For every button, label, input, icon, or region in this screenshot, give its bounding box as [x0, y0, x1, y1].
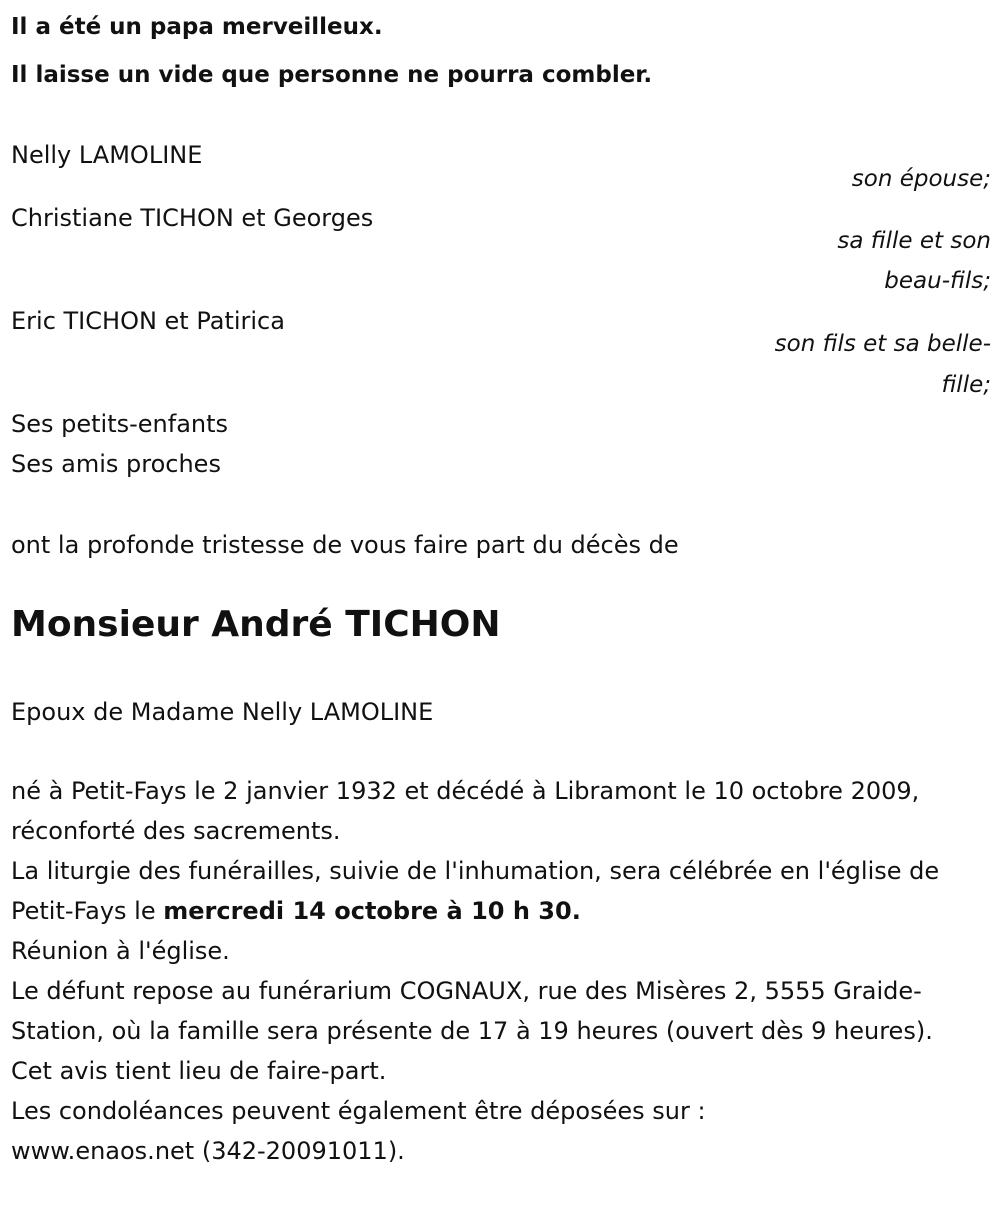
- family-member-name: Nelly LAMOLINE: [11, 141, 203, 169]
- grandchildren-line: Ses petits-enfants: [11, 410, 229, 438]
- announcement-line: ont la profonde tristesse de vous faire part du décès de: [11, 531, 679, 559]
- family-member-role: fille;: [941, 372, 991, 398]
- family-member-role: beau-fils;: [884, 268, 991, 294]
- family-member-name: Christiane TICHON et Georges: [11, 204, 374, 232]
- meeting-text: Réunion à l'église.: [11, 937, 230, 965]
- liturgy-date: mercredi 14 octobre à 10 h 30.: [163, 897, 581, 925]
- notice-text: Cet avis tient lieu de faire-part.: [11, 1057, 387, 1085]
- spouse-line: Epoux de Madame Nelly LAMOLINE: [11, 698, 434, 726]
- family-member-role: son épouse;: [851, 166, 991, 192]
- family-member-name: Eric TICHON et Patirica: [11, 307, 285, 335]
- intro-line-2: Il laisse un vide que personne ne pourra combler.: [11, 62, 653, 88]
- funeral-home-text: Le défunt repose au funérarium COGNAUX, rue des Misères 2, 5555 Graide-Station, où la famille sera présente de 17 à 19 heures (ouvert dès 9 heures).: [11, 977, 933, 1045]
- liturgy-prefix: La liturgie des funérailles, suivie de l'inhumation, sera célébrée en l'église de Petit-Fays le: [11, 857, 940, 925]
- family-member-role: sa fille et son: [837, 228, 991, 254]
- birth-death-text: né à Petit-Fays le 2 janvier 1932 et décédé à Libramont le 10 octobre 2009, réconforté des sacrements.: [11, 777, 920, 845]
- intro-line-1: Il a été un papa merveilleux.: [11, 14, 383, 40]
- liturgy-text: [11, 851, 996, 931]
- condolences-site: www.enaos.net (342-20091011).: [11, 1137, 405, 1165]
- family-member-role: son fils et sa belle-: [774, 331, 991, 357]
- condolences-intro: Les condoléances peuvent également être déposées sur :: [11, 1097, 706, 1125]
- friends-line: Ses amis proches: [11, 450, 221, 478]
- deceased-name: Monsieur André TICHON: [11, 604, 501, 645]
- details-block: [11, 771, 996, 1171]
